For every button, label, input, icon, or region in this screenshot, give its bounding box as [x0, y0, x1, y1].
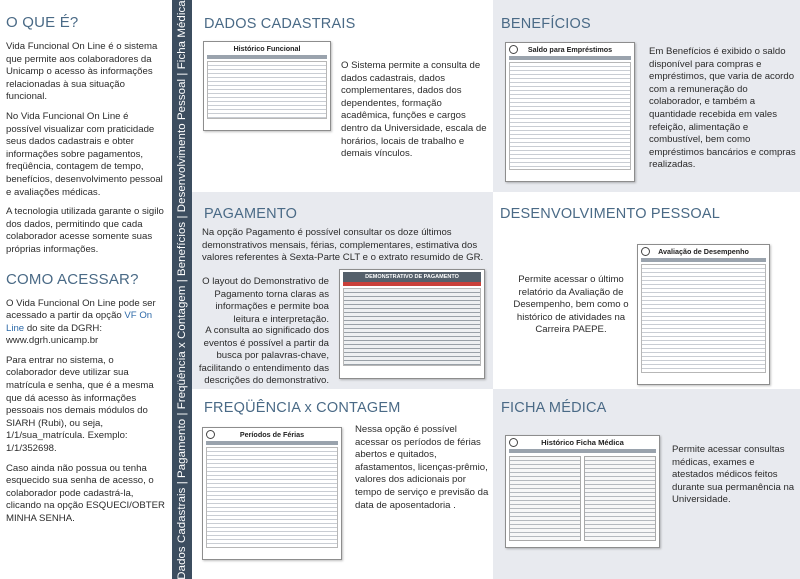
dados-cadastrais-title: DADOS CADASTRAIS	[204, 16, 356, 32]
unicamp-logo-icon	[509, 45, 518, 54]
beneficios-doc-title: Saldo para Empréstimos	[527, 45, 613, 54]
what-is-paragraph-3: A tecnologia utilizada garante o sigilo dos dados, permitindo que cada colaborador acesse somente suas próprias informações.	[6, 206, 164, 255]
section-strip-label: Dados Cadastrais | Pagamento | Freqüência x Contagem | Benefícios | Desenvolvimento Pessoal | Ficha Médica	[176, 0, 188, 579]
pagamento-intro: Na opção Pagamento é possível consultar os doze últimos demonstrativos mensais, férias, complementares, estimativa dos valores referentes à Sexta-Parte CLT e o extrato resumido de GR.	[202, 227, 484, 264]
what-is-paragraph-2: No Vida Funcional On Line é possível visualizar com praticidade seus dados cadastrais e obter informações sobre pagamentos, freqüência, contagem de tempo, benefícios, desenvolvimento pessoal e avaliações médicas.	[6, 110, 163, 198]
desenvolvimento-title: DESENVOLVIMENTO PESSOAL	[500, 206, 721, 222]
desenvolvimento-doc-title: Avaliação de Desempenho	[658, 247, 749, 256]
panel-frequencia-contagem	[192, 389, 493, 579]
dados-doc-bar	[207, 55, 327, 59]
left-column	[0, 0, 172, 579]
panel-pagamento	[192, 192, 493, 389]
pagamento-title: PAGAMENTO	[204, 206, 298, 222]
what-is-paragraph-1: Vida Funcional On Line é o sistema que permite aos colaboradores da Unicamp o acesso às informações relacionadas à sua situação funcional.	[6, 41, 158, 103]
ficha-medica-doc-bar	[509, 449, 656, 453]
how-to-access-paragraph-3: Caso ainda não possua ou tenha esquecido sua senha de acesso, o colaborador pode cadastrá-la, clicando na opção ESQUECI/OBTER MINHA SENHA.	[6, 462, 165, 524]
vf-online-link[interactable]: VF On Line	[6, 310, 153, 334]
desenvolvimento-text: Permite acessar o último relatório da Avaliação de Desempenho, bem como o histórico de atividades na Carreira PAEPE.	[513, 274, 629, 336]
section-strip	[172, 0, 192, 579]
ficha-medica-text: Permite acessar consultas médicas, exames e atestados médicos feitos durante sua permanência na Universidade.	[672, 444, 795, 506]
ficha-medica-doc-title: Histórico Ficha Médica	[541, 438, 624, 447]
panel-dados-cadastrais	[192, 0, 493, 192]
pagamento-doc-red-bar	[343, 282, 481, 286]
frequencia-doc-bar	[206, 441, 338, 445]
ficha-medica-doc-tables	[509, 456, 656, 541]
pagamento-doc-title: DEMONSTRATIVO DE PAGAMENTO	[365, 274, 459, 280]
desenvolvimento-screenshot	[637, 244, 770, 385]
pagamento-text-2: A consulta ao significado dos eventos é possível a partir da busca por palavras-chave, facilitando o entendimento das descrições do demonstrativo.	[198, 325, 329, 387]
dados-doc-rows	[207, 61, 327, 119]
beneficios-doc-rows	[509, 62, 631, 170]
ficha-medica-title: FICHA MÉDICA	[501, 400, 607, 416]
frequencia-text: Nessa opção é possível acessar os períodos de férias abertos e quitados, afastamentos, licenças-prêmio, valores dos adicionais por tempo de serviço e previsão da data de aposentadoria .	[355, 424, 489, 511]
desenvolvimento-doc-rows	[641, 264, 766, 373]
ficha-medica-doc-table-right	[584, 456, 656, 541]
access-text-a: O Vida Funcional On Line pode ser acessado a partir da opção	[6, 297, 156, 322]
how-to-access-paragraph-2: Para entrar no sistema, o colaborador deve utilizar sua matrícula e senha, que é a mesma que dá acesso às informações pessoais nos demais módulos do SIARH (Rubi), ou seja, 1/1/sua_matrícula. Exemplo: 1/1/352698.	[6, 354, 154, 455]
how-to-access-title: COMO ACESSAR?	[6, 270, 139, 288]
beneficios-doc-bar	[509, 56, 631, 60]
desenvolvimento-doc-bar	[641, 258, 766, 262]
panel-beneficios	[493, 0, 800, 192]
ficha-medica-doc-table-left	[509, 456, 581, 541]
what-is-title: O QUE É?	[6, 14, 79, 31]
beneficios-title: BENEFÍCIOS	[501, 16, 591, 32]
panel-ficha-medica	[493, 389, 800, 579]
unicamp-logo-icon-4	[509, 438, 518, 447]
dados-doc-title: Histórico Funcional	[233, 44, 301, 53]
beneficios-text: Em Benefícios é exibido o saldo disponível para compras e empréstimos, que varia de acordo com a remuneração do colaborador, e também a quantidade recebida em vales refeição, alimentação e combustível, bem como empréstimos bancários e compras realizadas.	[649, 46, 796, 171]
beneficios-screenshot	[505, 42, 635, 182]
access-text-b: do site da DGRH: www.dgrh.unicamp.br	[6, 322, 102, 347]
ficha-medica-screenshot	[505, 435, 660, 548]
dados-cadastrais-text: O Sistema permite a consulta de dados cadastrais, dados complementares, dados dos dependentes, formação acadêmica, funções e cargos dentro da Universidade, escala de horários, locais de trabalho e demais vínculos.	[341, 60, 487, 160]
pagamento-doc-rows	[343, 288, 481, 366]
frequencia-doc-title: Períodos de Férias	[239, 430, 305, 439]
frequencia-doc-rows	[206, 447, 338, 548]
how-to-access-paragraph-1	[6, 298, 166, 348]
frequencia-title: FREQÜÊNCIA x CONTAGEM	[204, 400, 401, 416]
pagamento-text-1: O layout do Demonstrativo de Pagamento torna claras as informações e permite boa leitura e interpretação.	[202, 276, 329, 325]
pagamento-screenshot	[339, 269, 485, 379]
panel-desenvolvimento-pessoal	[493, 192, 800, 389]
frequencia-screenshot	[202, 427, 342, 560]
unicamp-logo-icon-3	[206, 430, 215, 439]
unicamp-logo-icon-2	[641, 247, 650, 256]
dados-cadastrais-screenshot	[203, 41, 331, 131]
